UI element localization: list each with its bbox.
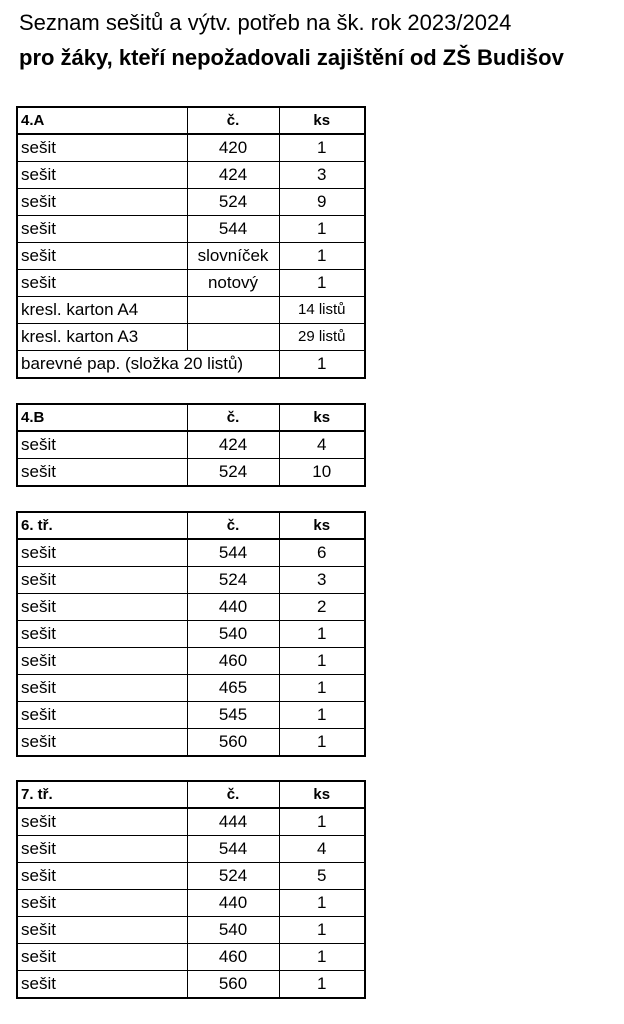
table-row [17, 216, 365, 243]
number-column-header: č. [187, 404, 279, 431]
item-number: notový [187, 270, 279, 297]
item-quantity: 29 listů [279, 324, 365, 351]
item-quantity: 2 [279, 594, 365, 621]
item-quantity: 6 [279, 539, 365, 567]
item-number: 460 [187, 944, 279, 971]
item-quantity: 1 [279, 971, 365, 999]
table-row [17, 134, 365, 162]
table-6 [16, 511, 366, 757]
quantity-column-header: ks [279, 512, 365, 539]
item-quantity: 3 [279, 567, 365, 594]
table-row [17, 270, 365, 297]
table-row [17, 890, 365, 917]
item-quantity: 1 [279, 890, 365, 917]
item-quantity: 1 [279, 216, 365, 243]
table-row [17, 729, 365, 757]
item-number [187, 297, 279, 324]
item-quantity: 14 listů [279, 297, 365, 324]
item-number: slovníček [187, 243, 279, 270]
item-number: 524 [187, 863, 279, 890]
table-header-row [17, 781, 365, 808]
table-row [17, 431, 365, 459]
page-subtitle: pro žáky, kteří nepožadovali zajištění od ZŠ Budišov [19, 45, 564, 70]
item-quantity: 1 [279, 944, 365, 971]
table-row [17, 243, 365, 270]
class-label: 7. tř. [17, 781, 187, 808]
item-name: sešit [17, 729, 187, 757]
class-label: 4.B [17, 404, 187, 431]
item-name: sešit [17, 675, 187, 702]
quantity-column-header: ks [279, 781, 365, 808]
table-4b [16, 403, 366, 487]
table-row [17, 621, 365, 648]
table-row [17, 459, 365, 487]
item-number: 560 [187, 971, 279, 999]
item-name: sešit [17, 567, 187, 594]
table-row [17, 863, 365, 890]
item-quantity: 1 [279, 243, 365, 270]
item-number: 420 [187, 134, 279, 162]
table-header-row [17, 512, 365, 539]
item-quantity: 1 [279, 808, 365, 836]
item-quantity: 1 [279, 648, 365, 675]
item-number: 544 [187, 836, 279, 863]
item-number: 424 [187, 162, 279, 189]
item-number: 465 [187, 675, 279, 702]
item-name: sešit [17, 459, 187, 487]
item-number: 444 [187, 808, 279, 836]
item-number: 545 [187, 702, 279, 729]
item-quantity: 1 [279, 917, 365, 944]
table-header-row [17, 404, 365, 431]
item-name: sešit [17, 836, 187, 863]
item-quantity: 4 [279, 836, 365, 863]
table-row [17, 917, 365, 944]
item-name: sešit [17, 621, 187, 648]
item-number: 540 [187, 621, 279, 648]
item-quantity: 5 [279, 863, 365, 890]
item-quantity: 1 [279, 621, 365, 648]
item-name: sešit [17, 134, 187, 162]
item-name: sešit [17, 270, 187, 297]
item-number: 524 [187, 567, 279, 594]
item-quantity: 1 [279, 702, 365, 729]
table-row [17, 944, 365, 971]
page-title: Seznam sešitů a výtv. potřeb na šk. rok 2023/2024 [19, 10, 512, 35]
item-name: barevné pap. (složka 20 listů) [17, 351, 279, 379]
item-name: sešit [17, 594, 187, 621]
item-name: sešit [17, 162, 187, 189]
item-number: 524 [187, 189, 279, 216]
item-quantity: 1 [279, 134, 365, 162]
table-4a [16, 106, 366, 379]
number-column-header: č. [187, 781, 279, 808]
table-row [17, 594, 365, 621]
item-name: sešit [17, 863, 187, 890]
item-number [187, 324, 279, 351]
item-number: 440 [187, 890, 279, 917]
table-row [17, 297, 365, 324]
quantity-column-header: ks [279, 107, 365, 134]
item-name: sešit [17, 648, 187, 675]
table-row [17, 539, 365, 567]
item-quantity: 1 [279, 675, 365, 702]
item-quantity: 1 [279, 270, 365, 297]
item-name: kresl. karton A4 [17, 297, 187, 324]
table-row [17, 648, 365, 675]
item-name: sešit [17, 890, 187, 917]
table-row [17, 808, 365, 836]
item-number: 524 [187, 459, 279, 487]
item-quantity: 4 [279, 431, 365, 459]
class-label: 4.A [17, 107, 187, 134]
item-name: sešit [17, 917, 187, 944]
class-label: 6. tř. [17, 512, 187, 539]
item-quantity: 10 [279, 459, 365, 487]
item-number: 560 [187, 729, 279, 757]
item-name: sešit [17, 702, 187, 729]
item-number: 540 [187, 917, 279, 944]
item-name: sešit [17, 944, 187, 971]
table-row [17, 675, 365, 702]
number-column-header: č. [187, 512, 279, 539]
table-header-row [17, 107, 365, 134]
table-row [17, 971, 365, 999]
table-7 [16, 780, 366, 999]
item-name: sešit [17, 189, 187, 216]
item-name: sešit [17, 539, 187, 567]
item-quantity: 9 [279, 189, 365, 216]
item-number: 460 [187, 648, 279, 675]
item-name: sešit [17, 243, 187, 270]
table-row [17, 351, 365, 379]
quantity-column-header: ks [279, 404, 365, 431]
item-quantity: 1 [279, 351, 365, 379]
table-row [17, 702, 365, 729]
item-name: sešit [17, 971, 187, 999]
item-number: 440 [187, 594, 279, 621]
item-name: kresl. karton A3 [17, 324, 187, 351]
item-number: 424 [187, 431, 279, 459]
item-name: sešit [17, 216, 187, 243]
table-row [17, 836, 365, 863]
table-row [17, 567, 365, 594]
table-row [17, 162, 365, 189]
item-quantity: 3 [279, 162, 365, 189]
item-number: 544 [187, 216, 279, 243]
item-name: sešit [17, 431, 187, 459]
item-quantity: 1 [279, 729, 365, 757]
number-column-header: č. [187, 107, 279, 134]
table-row [17, 324, 365, 351]
table-row [17, 189, 365, 216]
item-number: 544 [187, 539, 279, 567]
item-name: sešit [17, 808, 187, 836]
